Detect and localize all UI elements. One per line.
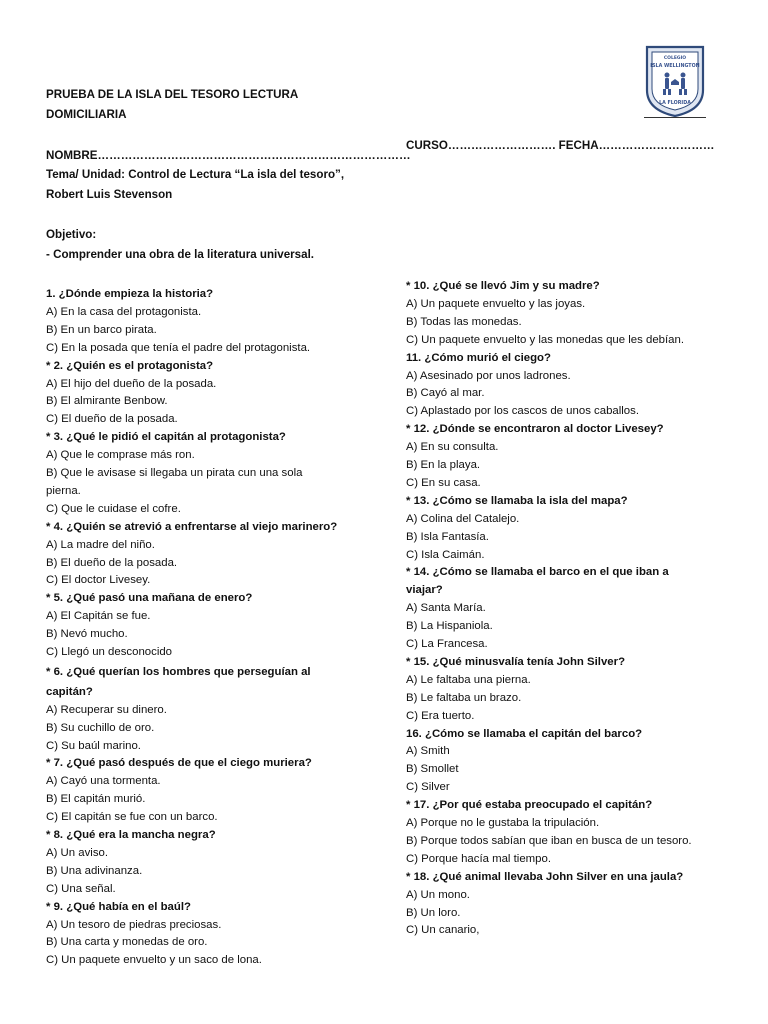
answer-option: A) Santa María. xyxy=(406,602,486,615)
answer-option: B) Smollet xyxy=(406,763,459,776)
answer-option: C) Aplastado por los cascos de unos caballos. xyxy=(406,405,640,418)
answer-option: A) Que le comprase más ron. xyxy=(46,449,195,462)
answer-option: B) Isla Fantasía. xyxy=(406,530,489,543)
answer-option: A) El hijo del dueño de la posada. xyxy=(46,377,217,390)
answer-option: C) En la posada que tenía el padre del protagonista. xyxy=(46,341,311,354)
exam-title-line1: PRUEBA DE LA ISLA DEL TESORO LECTURA xyxy=(46,88,299,101)
exam-title-line2: DOMICILIARIA xyxy=(46,108,127,121)
question-text: * 6. ¿Qué querían los hombres que perseguían al xyxy=(46,665,311,678)
answer-option: A) Cayó una tormenta. xyxy=(46,775,161,788)
objetivo-text: - Comprender una obra de la literatura universal. xyxy=(46,248,315,261)
answer-option: A) Porque no le gustaba la tripulación. xyxy=(406,817,600,829)
answer-option: A) En la casa del protagonista. xyxy=(46,305,202,318)
answer-option: C) El dueño de la posada. xyxy=(46,413,178,426)
answer-option: B) Cayó al mar. xyxy=(406,387,485,400)
answer-option: C) Un paquete envuelto y un saco de lona. xyxy=(46,954,262,967)
answer-option: C) Porque hacía mal tiempo. xyxy=(406,852,551,865)
answer-option: B) Que le avisase si llegaba un pirata cun una sola xyxy=(46,467,303,479)
answer-option: A) Le faltaba una pierna. xyxy=(406,673,531,686)
curso-fecha-field: CURSO………………………. FECHA………………………… xyxy=(406,139,715,152)
answer-option: pierna. xyxy=(46,484,81,497)
answer-option: B) Una adivinanza. xyxy=(46,864,143,877)
svg-text:LA FLORIDA: LA FLORIDA xyxy=(659,101,691,106)
answer-option: C) Un canario, xyxy=(406,924,480,937)
answer-option: C) La Francesa. xyxy=(406,638,488,650)
question-text: * 3. ¿Qué le pidió el capitán al protagonista? xyxy=(46,431,286,444)
svg-text:ISLA WELLINGTON: ISLA WELLINGTON xyxy=(650,64,700,69)
question-text: 16. ¿Cómo se llamaba el capitán del barco? xyxy=(406,727,643,740)
logo-underline xyxy=(644,117,706,118)
question-text: * 10. ¿Qué se llevó Jim y su madre? xyxy=(406,280,600,292)
answer-option: B) Una carta y monedas de oro. xyxy=(46,936,208,949)
school-logo xyxy=(644,44,706,118)
answer-option: B) Su cuchillo de oro. xyxy=(46,721,155,734)
answer-option: B) El capitán murió. xyxy=(46,793,146,806)
question-text: * 7. ¿Qué pasó después de que el ciego muriera? xyxy=(46,757,312,770)
question-text: * 17. ¿Por qué estaba preocupado el capitán? xyxy=(406,799,653,812)
answer-option: A) Asesinado por unos ladrones. xyxy=(406,369,571,382)
answer-option: B) Todas las monedas. xyxy=(406,315,522,328)
tema-line2: Robert Luis Stevenson xyxy=(46,188,173,201)
question-text: * 14. ¿Cómo se llamaba el barco en el que iban a xyxy=(406,566,669,579)
answer-option: B) Nevó mucho. xyxy=(46,628,128,641)
answer-option: A) Un paquete envuelto y las joyas. xyxy=(406,297,586,310)
answer-option: C) Era tuerto. xyxy=(406,709,475,722)
answer-option: A) En su consulta. xyxy=(406,441,499,454)
answer-option: A) Colina del Catalejo. xyxy=(406,512,520,525)
answer-option: B) Le faltaba un brazo. xyxy=(406,691,522,704)
answer-option: B) En un barco pirata. xyxy=(46,323,157,336)
answer-option: A) Un aviso. xyxy=(46,846,109,859)
question-text: * 9. ¿Qué había en el baúl? xyxy=(46,900,191,913)
question-text: * 15. ¿Qué minusvalía tenía John Silver? xyxy=(406,655,626,668)
answer-option: C) Un paquete envuelto y las monedas que les debían. xyxy=(406,333,684,346)
answer-option: C) En su casa. xyxy=(406,476,481,489)
question-text: viajar? xyxy=(406,584,443,597)
answer-option: B) Un loro. xyxy=(406,906,461,919)
answer-option: C) Una señal. xyxy=(46,882,116,895)
answer-option: A) El Capitán se fue. xyxy=(46,610,151,623)
question-text: * 12. ¿Dónde se encontraron al doctor Livesey? xyxy=(406,423,664,436)
answer-option: A) Recuperar su dinero. xyxy=(46,703,167,716)
question-text: * 8. ¿Qué era la mancha negra? xyxy=(46,829,216,841)
answer-option: B) Porque todos sabían que iban en busca de un tesoro. xyxy=(406,834,692,847)
objetivo-label: Objetivo: xyxy=(46,228,97,241)
answer-option: A) Un tesoro de piedras preciosas. xyxy=(46,918,222,931)
question-text: * 4. ¿Quién se atrevió a enfrentarse al viejo marinero? xyxy=(46,520,338,533)
answer-option: C) El doctor Livesey. xyxy=(46,574,151,587)
answer-option: B) El dueño de la posada. xyxy=(46,556,178,569)
question-text: * 18. ¿Qué animal llevaba John Silver en una jaula? xyxy=(406,870,684,883)
question-text: * 2. ¿Quién es el protagonista? xyxy=(46,359,214,372)
answer-option: A) Smith xyxy=(406,745,450,758)
question-text: 1. ¿Dónde empieza la historia? xyxy=(46,288,214,300)
question-text: 11. ¿Cómo murió el ciego? xyxy=(406,351,551,364)
answer-option: C) Que le cuidase el cofre. xyxy=(46,502,181,515)
answer-option: C) Isla Caimán. xyxy=(406,548,485,561)
svg-text:COLEGIO: COLEGIO xyxy=(663,56,687,61)
answer-option: C) Su baúl marino. xyxy=(46,739,141,752)
answer-option: C) Llegó un desconocido xyxy=(46,646,173,658)
question-text: capitán? xyxy=(46,685,93,698)
answer-option: A) La madre del niño. xyxy=(46,538,155,551)
school-crest-icon xyxy=(644,44,706,118)
nombre-field: NOMBRE……………………………………………………………………… xyxy=(46,149,411,162)
tema-line1: Tema/ Unidad: Control de Lectura “La isla del tesoro”, xyxy=(46,168,345,181)
question-text: * 5. ¿Qué pasó una mañana de enero? xyxy=(46,592,253,605)
answer-option: C) Silver xyxy=(406,781,450,794)
answer-option: A) Un mono. xyxy=(406,888,470,901)
answer-option: C) El capitán se fue con un barco. xyxy=(46,811,218,824)
answer-option: B) En la playa. xyxy=(406,459,481,471)
answer-option: B) El almirante Benbow. xyxy=(46,395,168,408)
question-text: * 13. ¿Cómo se llamaba la isla del mapa? xyxy=(406,494,628,507)
answer-option: B) La Hispaniola. xyxy=(406,620,493,633)
